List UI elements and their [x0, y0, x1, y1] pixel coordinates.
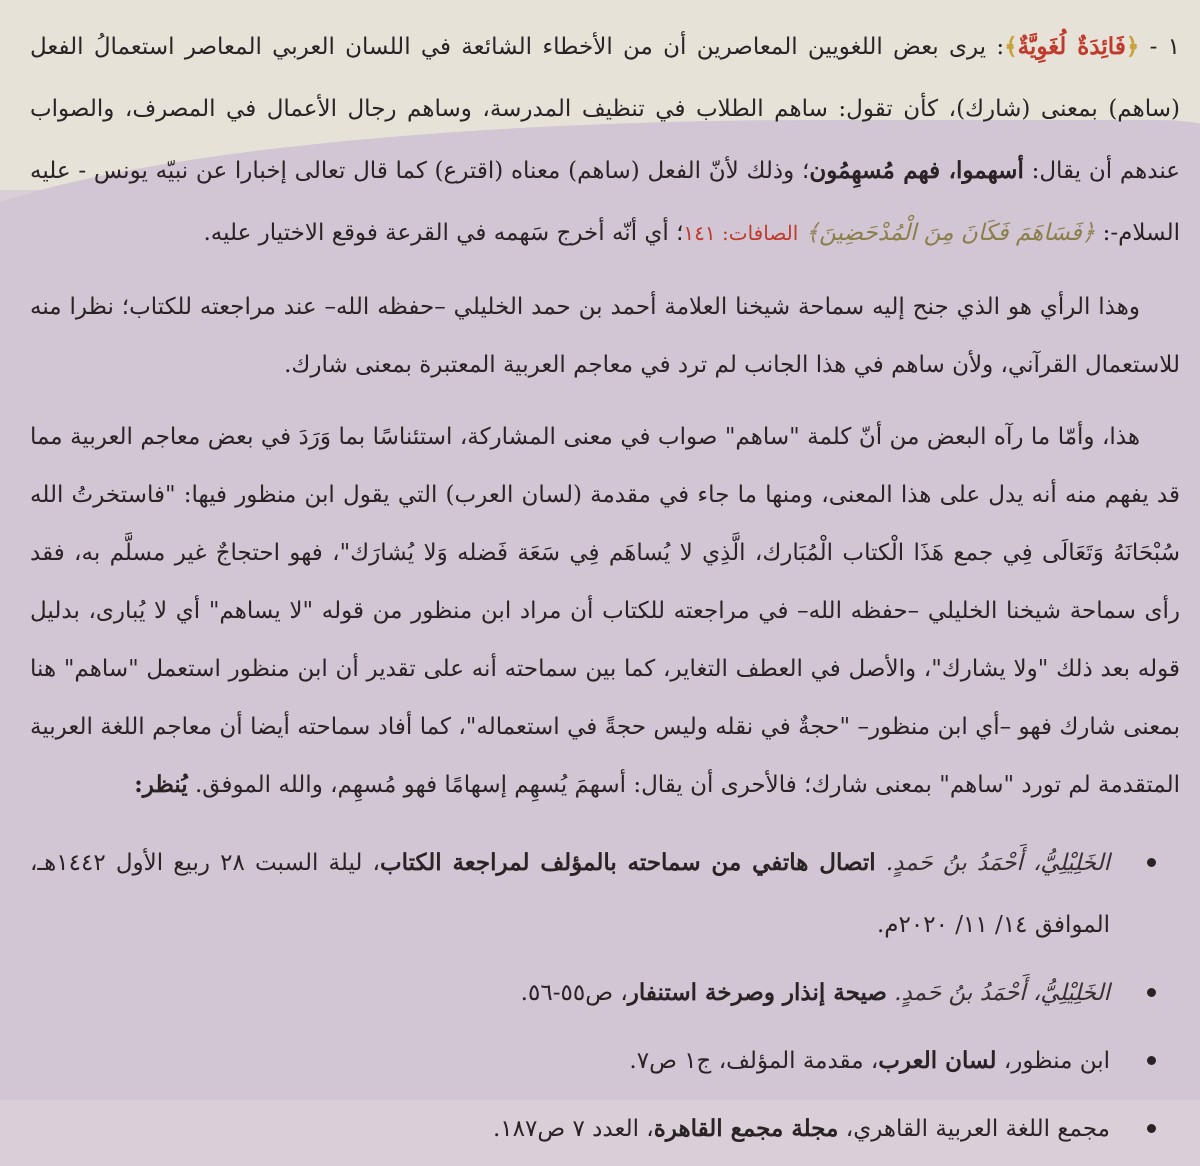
reference-item: [30, 1098, 1110, 1160]
note-bold-example: أسهموا، فهم مُسهِمُون: [809, 157, 1024, 184]
reference-details: ، ليلة السبت ٢٨ ربيع الأول ١٤٤٢هـ، الموافق ١٤/ ١١/ ٢٠٢٠م.: [30, 850, 1110, 938]
note-paragraph: [30, 16, 1180, 264]
reference-title: اتصال هاتفي من سماحته بالمؤلف لمراجعة الكتاب: [379, 849, 876, 876]
note-number: ١ -: [1149, 34, 1181, 60]
reference-details: ، ص٥٥-٥٦.: [520, 980, 628, 1006]
paragraph-3-text: هذا، وأمّا ما رآه البعض من أنّ كلمة "ساهم" صواب في معنى المشاركة، استئناسًا بما وَرَدَ في بعض معاجم العربية مما قد يفهم منه أنه يدل على هذا المعنى، ومنها ما جاء في مقدمة (لسان العرب) التي يقول ابن منظور فيها: "فاستخرتُ الله سُبْحَانَهُ وَتَعَالَى فِي جمع هَذَا الْكتاب الْمُبَارك، الَّذِي لا يُساهَم فِي سَعَة فَضله وَلا يُشارَك"، فهو احتجاجٌ غير مسلَّم به، فقد رأى سماحة شيخنا الخليلي –حفظه الله– في مراجعته للكتاب أن مراد ابن منظور من قوله "لا يساهم" أي لا يُبارى، بدليل قوله بعد ذلك "ولا يشارك"، والأصل في العطف التغاير، كما بين سماحته أنه على تقدير أن ابن منظور استعمل "ساهم" هنا بمعنى شارك فهو –أي ابن منظور– "حجةٌ في نقله وليس حجةً في استعماله"، كما أفاد سماحته أيضا أن معاجم اللغة العربية المتقدمة لم تورد "ساهم" بمعنى شارك؛ فالأحرى أن يقال: أسهمَ يُسهِم إسهامًا فهو مُسهِم، والله الموفق.: [30, 424, 1180, 798]
paragraph-3: [30, 408, 1180, 814]
reference-author: الخَلِيْلِيُّ، أَحْمَدُ بنُ حَمدٍ.: [885, 850, 1110, 876]
reference-author: مجمع اللغة العربية القاهري،: [845, 1116, 1110, 1142]
label-ornament-open: ﴿: [1125, 33, 1140, 60]
references-list: [30, 832, 1180, 1160]
reference-details: ، مقدمة المؤلف، ج١ ص٧.: [629, 1048, 879, 1074]
note-intro-text: يرى بعض اللغويين المعاصرين أن من الأخطاء الشائعة في اللسان العربي المعاصر استعمالُ الفعل (ساهم) بمعنى (شارك)، كأن تقول: ساهم الطلاب في تنظيف المدرسة، وساهم رجال الأعمال في المصرف، والصواب عندهم أن يقال:: [30, 34, 1180, 184]
reference-author: ابن منظور،: [1003, 1048, 1110, 1074]
note-intro-text-2: ؛ وذلك لأنّ الفعل (ساهم) معناه (اقترع) كما قال تعالى إخبارا عن نبيّه يونس - عليه السلام-:: [30, 158, 1180, 246]
paragraph-2: وهذا الرأي هو الذي جنح إليه سماحة شيخنا العلامة أحمد بن حمد الخليلي –حفظه الله– عند مراجعته للكتاب؛ نظرا منه للاستعمال القرآني، ولأن ساهم في هذا الجانب لم ترد في معاجم العربية المعتبرة بمعنى شارك.: [30, 294, 1180, 378]
label-ornament-close: ﴾: [1004, 33, 1018, 60]
document-page: [30, 16, 1180, 1166]
see-label: يُنظر:: [134, 771, 188, 798]
note-intro-text-3: ؛ أي أنّه أخرج سَهمه في القرعة فوقع الاختيار عليه.: [203, 220, 684, 246]
surah-reference: الصافات: ١٤١: [683, 221, 799, 245]
reference-item: [30, 962, 1110, 1024]
reference-item: [30, 832, 1110, 956]
reference-title: صيحة إنذار وصرخة استنفار: [627, 979, 887, 1006]
reference-title: مجلة مجمع القاهرة: [653, 1115, 839, 1142]
note-label: فَائِدَةٌ لُغَوِيَّةٌ: [1017, 33, 1126, 60]
quran-verse: ﴿فَسَاهَمَ فَكَانَ مِنَ الْمُدْحَضِينَ﴾: [805, 220, 1096, 246]
reference-author: الخَلِيْلِيُّ، أَحْمَدُ بنُ حَمدٍ.: [894, 980, 1110, 1006]
reference-title: لسان العرب: [878, 1047, 997, 1074]
label-colon: :: [996, 34, 1005, 60]
reference-item: [30, 1030, 1110, 1092]
reference-details: ، العدد ٧ ص١٨٧.: [492, 1116, 654, 1142]
